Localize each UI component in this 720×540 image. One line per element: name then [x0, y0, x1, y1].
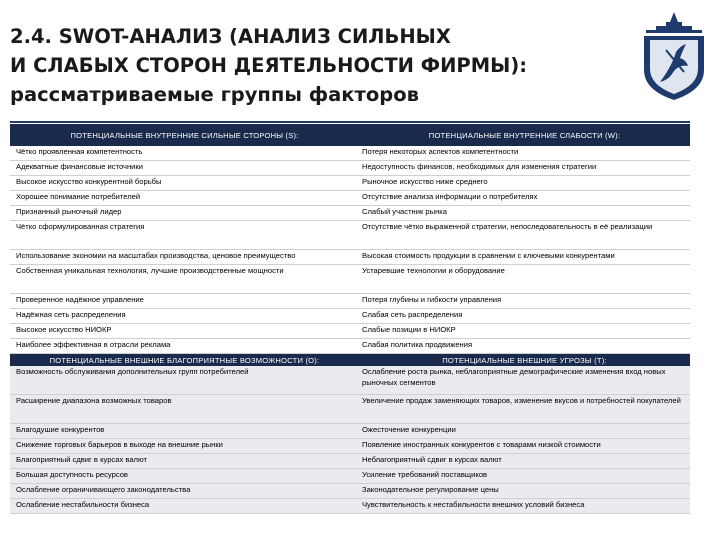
sw-header-row — [10, 124, 690, 146]
right-factor-cell: Высокая стоимость продукции в сравнении с ключевыми конкурентами — [356, 250, 690, 265]
left-factor-cell: Высокое искусство НИОКР — [10, 324, 356, 339]
left-factor-cell: Надёжная сеть распределения — [10, 309, 356, 324]
left-factor-cell: Благоприятный сдвиг в курсах валют — [10, 454, 356, 469]
title-line-3: рассматриваемые группы факторов — [10, 83, 419, 106]
table-row — [10, 395, 690, 424]
table-row — [10, 339, 690, 354]
right-factor-cell: Ожесточение конкуренции — [356, 424, 690, 439]
table-row — [10, 469, 690, 484]
left-factor-cell: Расширение диапазона возможных товаров — [10, 395, 356, 424]
title-line-2: И СЛАБЫХ СТОРОН ДЕЯТЕЛЬНОСТИ ФИРМЫ): — [10, 54, 528, 77]
left-factor-cell: Высокое искусство конкурентной борьбы — [10, 176, 356, 191]
table-row — [10, 309, 690, 324]
table-top-rule — [10, 121, 690, 123]
left-factor-cell: Признанный рыночный лидер — [10, 206, 356, 221]
left-factor-cell: Хорошее понимание потребителей — [10, 191, 356, 206]
table-row — [10, 499, 690, 514]
weaknesses-header: ПОТЕНЦИАЛЬНЫЕ ВНУТРЕННИЕ СЛАБОСТИ (W): — [356, 124, 690, 146]
right-factor-cell: Отсутствие анализа информации о потребителях — [356, 191, 690, 206]
left-factor-cell: Снижение торговых барьеров в выходе на внешние рынки — [10, 439, 356, 454]
opportunities-header: ПОТЕНЦИАЛЬНЫЕ ВНЕШНИЕ БЛАГОПРИЯТНЫЕ ВОЗМОЖНОСТИ (O): — [10, 354, 356, 367]
table-row — [10, 324, 690, 339]
strengths-header: ПОТЕНЦИАЛЬНЫЕ ВНУТРЕННИЕ СИЛЬНЫЕ СТОРОНЫ (S): — [10, 124, 356, 146]
left-factor-cell: Ослабление ограничивающего законодательства — [10, 484, 356, 499]
right-factor-cell: Слабые позиции в НИОКР — [356, 324, 690, 339]
right-factor-cell: Потеря некоторых аспектов компетентности — [356, 146, 690, 161]
right-factor-cell: Ослабление роста рынка, неблагоприятные демографические изменения вход новых рыночных сегментов — [356, 366, 690, 395]
left-factor-cell: Проверенное надёжное управление — [10, 294, 356, 309]
table-row — [10, 161, 690, 176]
threats-header: ПОТЕНЦИАЛЬНЫЕ ВНЕШНИЕ УГРОЗЫ (T): — [356, 354, 690, 367]
left-factor-cell: Чётко проявленная компетентность — [10, 146, 356, 161]
right-factor-cell: Законодательное регулирование цены — [356, 484, 690, 499]
table-row — [10, 265, 690, 294]
right-factor-cell: Неблагоприятный сдвиг в курсах валют — [356, 454, 690, 469]
title-line-1: 2.4. SWOT-АНАЛИЗ (АНАЛИЗ СИЛЬНЫХ — [10, 25, 451, 48]
right-factor-cell: Недоступность финансов, необходимых для изменения стратегии — [356, 161, 690, 176]
left-factor-cell: Чётко сформулированная стратегия — [10, 221, 356, 250]
left-factor-cell: Адекватные финансовые источники — [10, 161, 356, 176]
table-row — [10, 146, 690, 161]
right-factor-cell: Усиление требований поставщиков — [356, 469, 690, 484]
table-row — [10, 176, 690, 191]
swot-table — [10, 124, 690, 514]
table-row — [10, 206, 690, 221]
right-factor-cell: Чувствительность к нестабильности внешних условий бизнеса — [356, 499, 690, 514]
left-factor-cell: Большая доступность ресурсов — [10, 469, 356, 484]
table-row — [10, 439, 690, 454]
page-number: 100 — [692, 121, 713, 132]
left-factor-cell: Благодушие конкурентов — [10, 424, 356, 439]
right-factor-cell: Увеличение продаж заменяющих товаров, изменение вкусов и потребностей покупателей — [356, 395, 690, 424]
table-row — [10, 221, 690, 250]
right-factor-cell: Рыночное искусство ниже среднего — [356, 176, 690, 191]
right-factor-cell: Слабая политика продвижения — [356, 339, 690, 354]
table-row — [10, 294, 690, 309]
left-factor-cell: Ослабление нестабильности бизнеса — [10, 499, 356, 514]
table-row — [10, 424, 690, 439]
right-factor-cell: Отсутствие чётко выраженной стратегии, непоследовательность в её реализации — [356, 221, 690, 250]
table-row — [10, 250, 690, 265]
university-emblem-icon — [638, 8, 710, 104]
right-factor-cell: Появление иностранных конкурентов с товарами низкой стоимости — [356, 439, 690, 454]
left-factor-cell: Возможность обслуживания дополнительных групп потребителей — [10, 366, 356, 395]
left-factor-cell: Использование экономии на масштабах производства, ценовое преимущество — [10, 250, 356, 265]
table-row — [10, 191, 690, 206]
left-factor-cell: Наиболее эффективная в отрасли реклама — [10, 339, 356, 354]
slide-title — [10, 22, 620, 109]
right-factor-cell: Потеря глубины и гибкости управления — [356, 294, 690, 309]
left-factor-cell: Собственная уникальная технология, лучшие производственные мощности — [10, 265, 356, 294]
ot-header-row — [10, 354, 690, 367]
table-row — [10, 366, 690, 395]
right-factor-cell: Слабая сеть распределения — [356, 309, 690, 324]
table-row — [10, 454, 690, 469]
right-factor-cell: Слабый участник рынка — [356, 206, 690, 221]
right-factor-cell: Устаревшие технологии и оборудование — [356, 265, 690, 294]
table-row — [10, 484, 690, 499]
